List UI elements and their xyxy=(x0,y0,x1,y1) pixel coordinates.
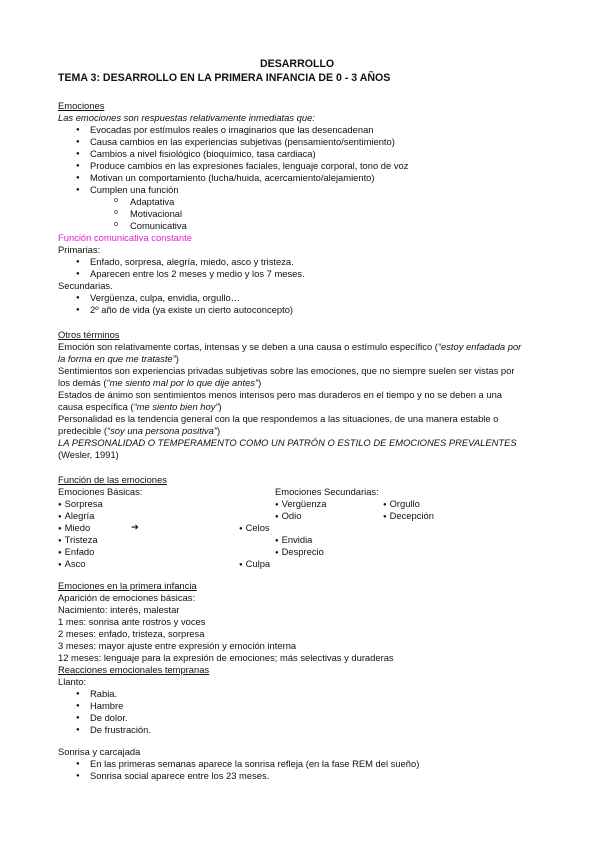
group-label: Secundarias. xyxy=(58,280,113,291)
timeline-item: Nacimiento: interés, malestar xyxy=(58,604,180,615)
timeline-item: 12 meses: lenguaje para la expresión de emociones; más selectivas y duraderas xyxy=(58,652,394,663)
list-item: ● Decepción xyxy=(383,510,434,524)
list-item: ● Motivan un comportamiento (lucha/huida, acercamiento/alejamiento) xyxy=(58,172,408,184)
list-item: ● Enfado, sorpresa, alegría, miedo, asco y tristeza. xyxy=(58,256,408,268)
section-heading: Función de las emociones xyxy=(58,474,167,485)
sub-list-item: o Adaptativa xyxy=(58,196,408,208)
section-heading: Otros términos xyxy=(58,329,120,340)
infancia-section xyxy=(58,580,394,736)
list-item: ● Culpa xyxy=(239,558,270,572)
list-item: ● Sorpresa xyxy=(58,498,103,510)
group-label: Sonrisa y carcajada xyxy=(58,746,141,757)
intro-text: Aparición de emociones básicas: xyxy=(58,592,196,603)
list-item: ● Desprecio xyxy=(275,546,324,560)
basic-emotions-label: Emociones Básicas: xyxy=(58,486,143,497)
list-item: ● Sonrisa social aparece entre los 23 meses. xyxy=(58,770,419,782)
list-item: ● Vergüenza, culpa, envidia, orgullo… xyxy=(58,292,408,304)
otros-terminos-section xyxy=(58,329,528,461)
group-label: Primarias: xyxy=(58,244,101,255)
paragraph: Estados de ánimo son sentimientos menos intensos pero mas duraderos en el tiempo y no se deben a una causa específica (“me siento bien hoy”) xyxy=(58,389,503,412)
section-heading: Reacciones emocionales tempranas xyxy=(58,664,210,675)
sub-list-item: o Comunicativa xyxy=(58,220,408,232)
list-item: ● Envidia xyxy=(275,534,312,548)
paragraph: Personalidad es la tendencia general con la que respondemos a las situaciones, de una manera estable o predecible (“soy una persona positiva”) xyxy=(58,413,499,436)
highlight-text: Función comunicativa constante xyxy=(58,232,192,243)
emociones-section xyxy=(58,100,408,316)
basic-emotions-list xyxy=(58,498,103,570)
sub-list-item: o Motivacional xyxy=(58,208,408,220)
paragraph: Emoción son relativamente cortas, intensas y se deben a una causa o estímulo específico (“estoy enfadada por la forma en que me trataste”) xyxy=(58,341,522,364)
sonrisa-section xyxy=(58,746,419,782)
list-item: ● Celos xyxy=(239,522,270,536)
list-item: ● Vergüenza xyxy=(275,498,326,512)
list-item: ● Asco xyxy=(58,558,103,570)
list-item: ● Odio xyxy=(275,510,301,524)
list-item: ● Orgullo xyxy=(383,498,420,512)
paragraph: LA PERSONALIDAD O TEMPERAMENTO COMO UN PATRÓN O ESTILO DE EMOCIONES PREVALENTES (Wesler, 1991) xyxy=(58,437,517,460)
group-label: Llanto: xyxy=(58,676,87,687)
document-title: DESARROLLO xyxy=(260,58,335,70)
list-item: ● De frustración. xyxy=(58,724,394,736)
section-heading: Emociones xyxy=(58,100,105,111)
document-subtitle: TEMA 3: DESARROLLO EN LA PRIMERA INFANCIA DE 0 - 3 AÑOS xyxy=(58,72,391,84)
section-heading: Emociones en la primera infancia xyxy=(58,580,197,591)
list-item: ● Cumplen una función xyxy=(58,184,408,196)
list-item: ● Tristeza xyxy=(58,534,103,546)
list-item: ● Produce cambios en las expresiones faciales, lenguaje corporal, tono de voz xyxy=(58,160,408,172)
list-item: ● Miedo xyxy=(58,522,103,534)
list-item: ● Evocadas por estímulos reales o imaginarios que las desencadenan xyxy=(58,124,408,136)
list-item: ● Causa cambios en las experiencias subjetivas (pensamiento/sentimiento) xyxy=(58,136,408,148)
paragraph: Sentimientos son experiencias privadas subjetivas sobre las emociones, que no siempre suelen ser vistas por los demás (“me siento mal por lo que dije antes”) xyxy=(58,365,515,388)
timeline-item: 2 meses: enfado, tristeza, sorpresa xyxy=(58,628,205,639)
list-item: ● Alegría xyxy=(58,510,103,522)
list-item: ● Aparecen entre los 2 meses y medio y los 7 meses. xyxy=(58,268,408,280)
list-item: ● En las primeras semanas aparece la sonrisa refleja (en la fase REM del sueño) xyxy=(58,758,419,770)
list-item: ● Rabia. xyxy=(58,688,394,700)
list-item: ● De dolor. xyxy=(58,712,394,724)
list-item: ● 2º año de vida (ya existe un cierto autoconcepto) xyxy=(58,304,408,316)
arrow-icon: ➔ xyxy=(131,521,139,532)
list-item: ● Enfado xyxy=(58,546,103,558)
timeline-item: 1 mes: sonrisa ante rostros y voces xyxy=(58,616,206,627)
secondary-emotions-label: Emociones Secundarias: xyxy=(275,486,379,497)
list-item: ● Hambre xyxy=(58,700,394,712)
definition-text: Las emociones son respuestas relativamente inmediatas que: xyxy=(58,112,315,123)
timeline-item: 3 meses: mayor ajuste entre expresión y emoción interna xyxy=(58,640,297,651)
list-item: ● Cambios a nivel fisiológico (bioquímico, tasa cardiaca) xyxy=(58,148,408,160)
